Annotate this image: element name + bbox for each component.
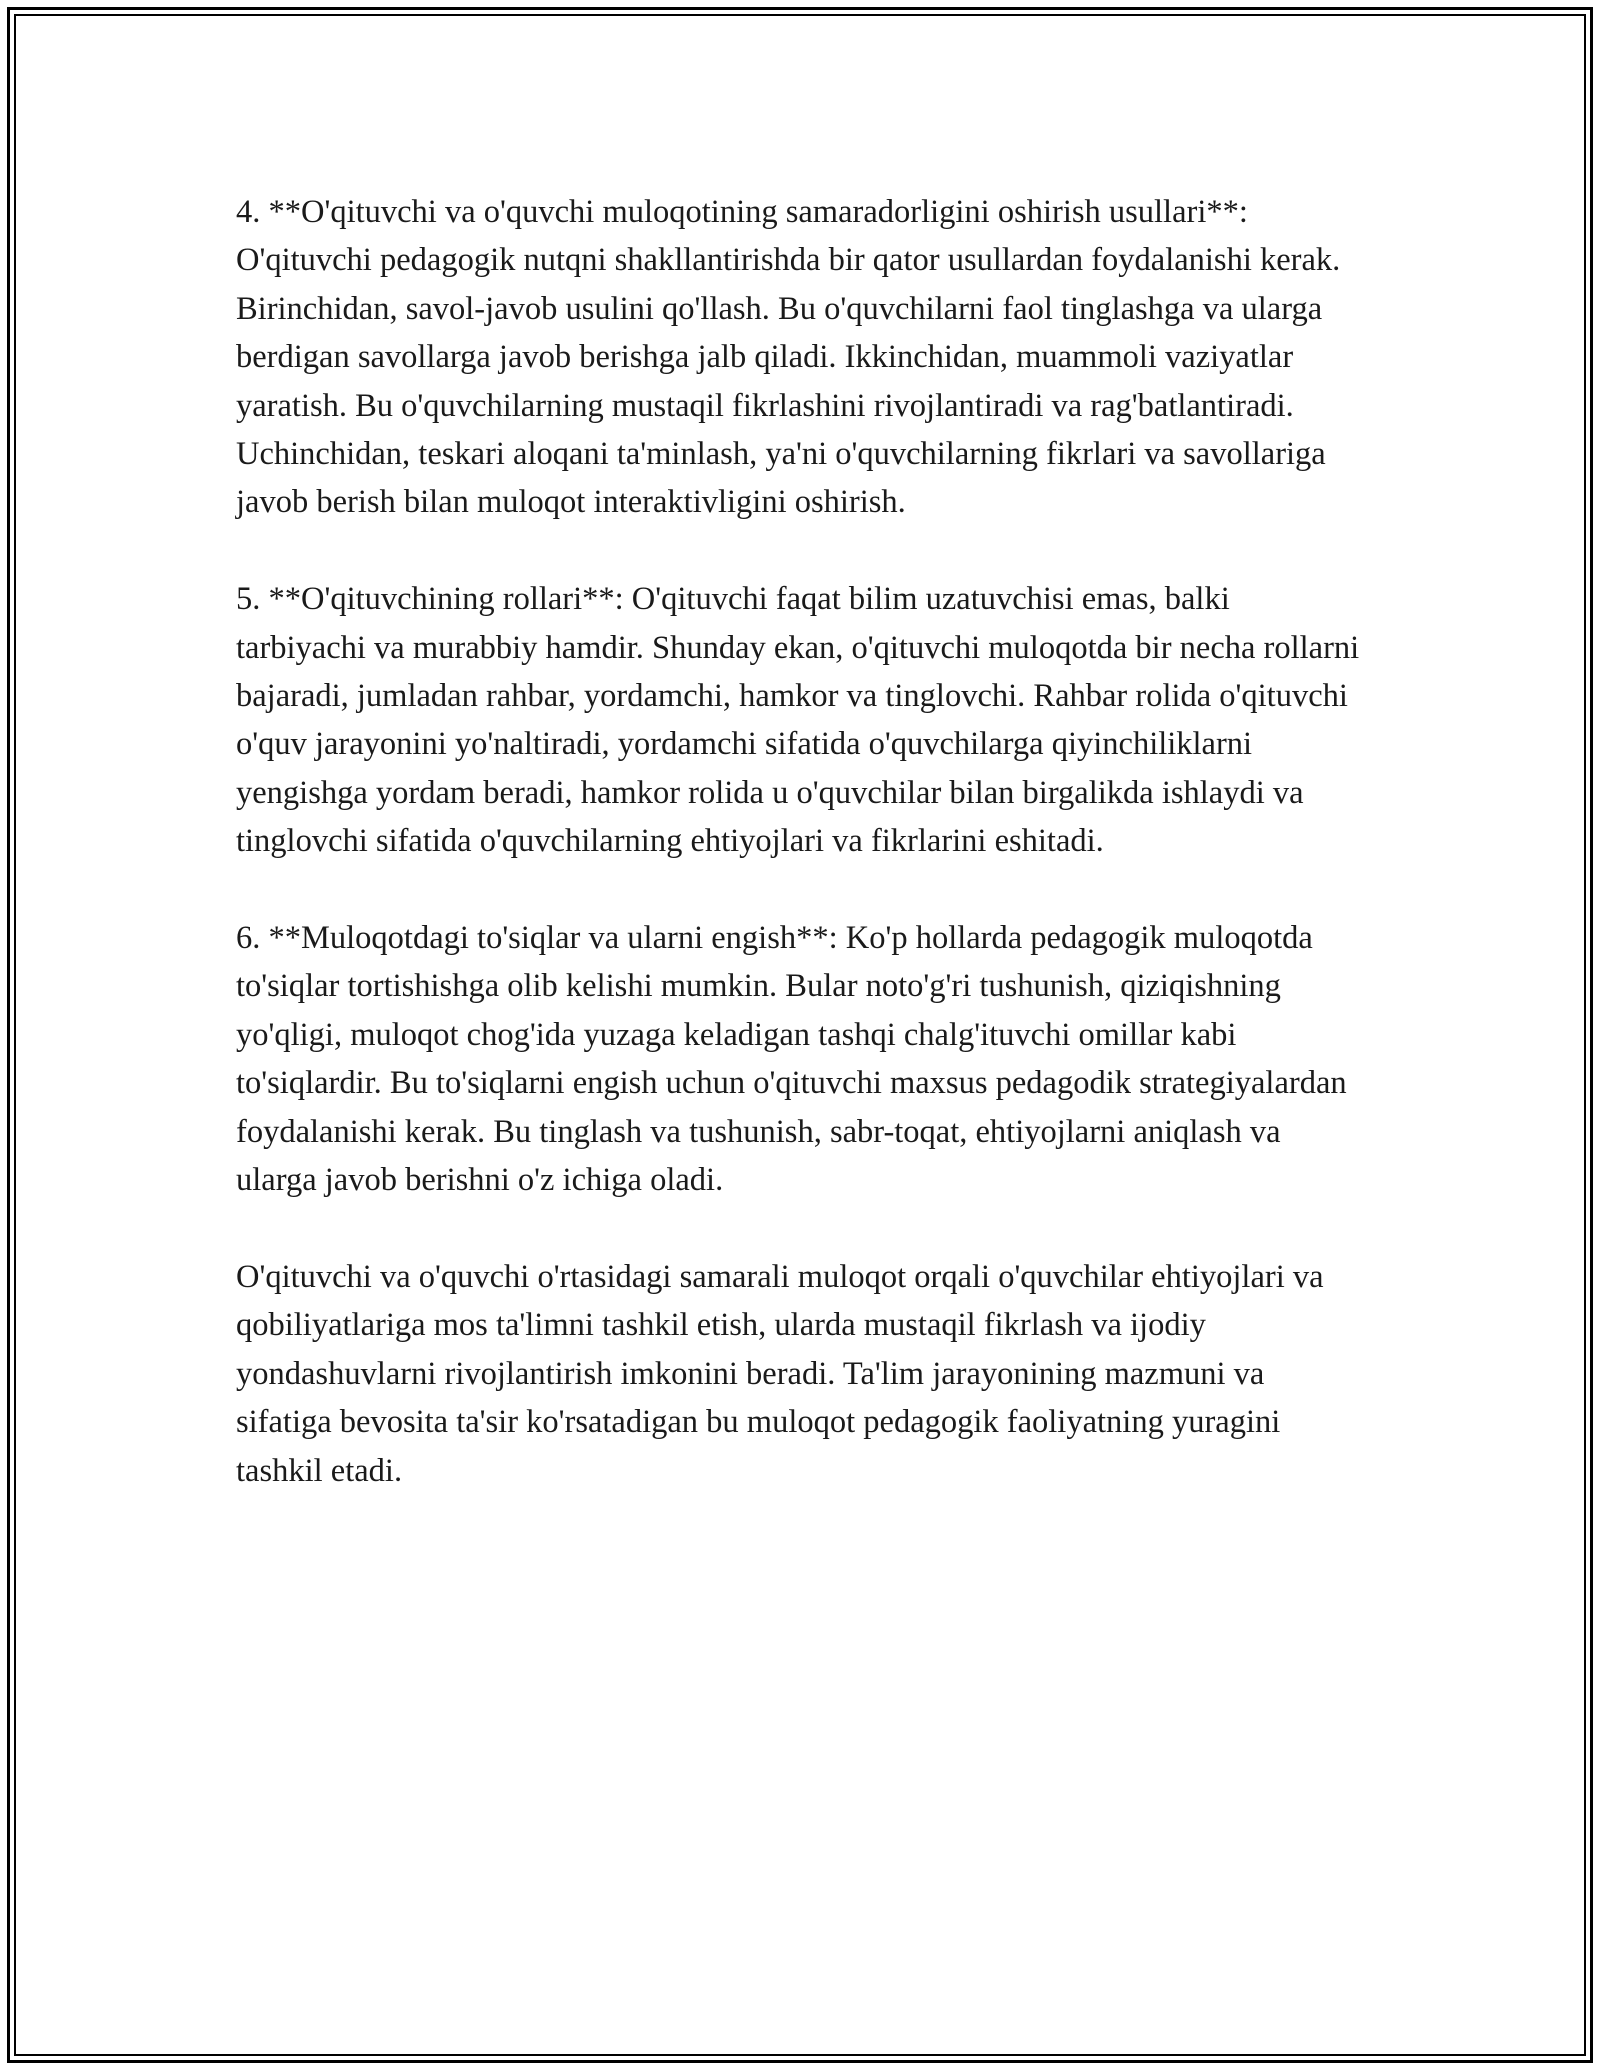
paragraph-item-5: 5. **O'qituvchining rollari**: O'qituvchi faqat bilim uzatuvchisi emas, balki tarbiyachi va murabbiy hamdir. Shunday ekan, o'qituvchi muloqotda bir necha rollarni bajaradi, jumladan rahbar, yordamchi, hamkor va tinglovchi. Rahbar rolida o'qituvchi o'quv jarayonini yo'naltiradi, yordamchi sifatida o'quvchilarga qiyinchiliklarni yengishga yordam beradi, hamkor rolida u o'quvchilar bilan birgalikda ishlaydi va tinglovchi sifatida o'quvchilarning ehtiyojlari va fikrlarini eshitadi. bbox=[236, 581, 1360, 860]
paragraph-item-6: 6. **Muloqotdagi to'siqlar va ularni engish**: Ko'p hollarda pedagogik muloqotda to'siqlar tortishishga olib kelishi mumkin. Bular noto'g'ri tushunish, qiziqishning yo'qligi, muloqot chog'ida yuzaga keladigan tashqi chalg'ituvchi omillar kabi to'siqlardir. Bu to'siqlarni engish uchun o'qituvchi maxsus pedagodik strategiyalardan foydalanishi kerak. Bu tinglash va tushunish, sabr-toqat, ehtiyojlarni aniqlash va ularga javob berishni o'z ichiga oladi. bbox=[236, 920, 1347, 1199]
paragraph-item-4: 4. **O'qituvchi va o'quvchi muloqotining samaradorligini oshirish usullari**: O'qituvchi pedagogik nutqni shakllantirishda bir qator usullardan foydalanishi kerak. Birinchidan, savol-javob usulini qo'llash. Bu o'quvchilarni faol tinglashga va ularga berdigan savollarga javob berishga jalb qiladi. Ikkinchidan, muammoli vaziyatlar yaratish. Bu o'quvchilarning mustaqil fikrlashini rivojlantiradi va rag'batlantiradi. Uchinchidan, teskari aloqani ta'minlash, ya'ni o'quvchilarning fikrlari va savollariga javob berish bilan muloqot interaktivligini oshirish. bbox=[236, 194, 1341, 521]
paragraph-conclusion: O'qituvchi va o'quvchi o'rtasidagi samarali muloqot orqali o'quvchilar ehtiyojlari va qobiliyatlariga mos ta'limni tashkil etish, ularda mustaqil fikrlash va ijodiy yondashuvlarni rivojlantirish imkonini beradi. Ta'lim jarayonining mazmuni va sifatiga bevosita ta'sir ko'rsatadigan bu muloqot pedagogik faoliyatning yuragini tashkil etadi. bbox=[236, 1258, 1324, 1489]
document-body bbox=[236, 188, 1366, 1495]
